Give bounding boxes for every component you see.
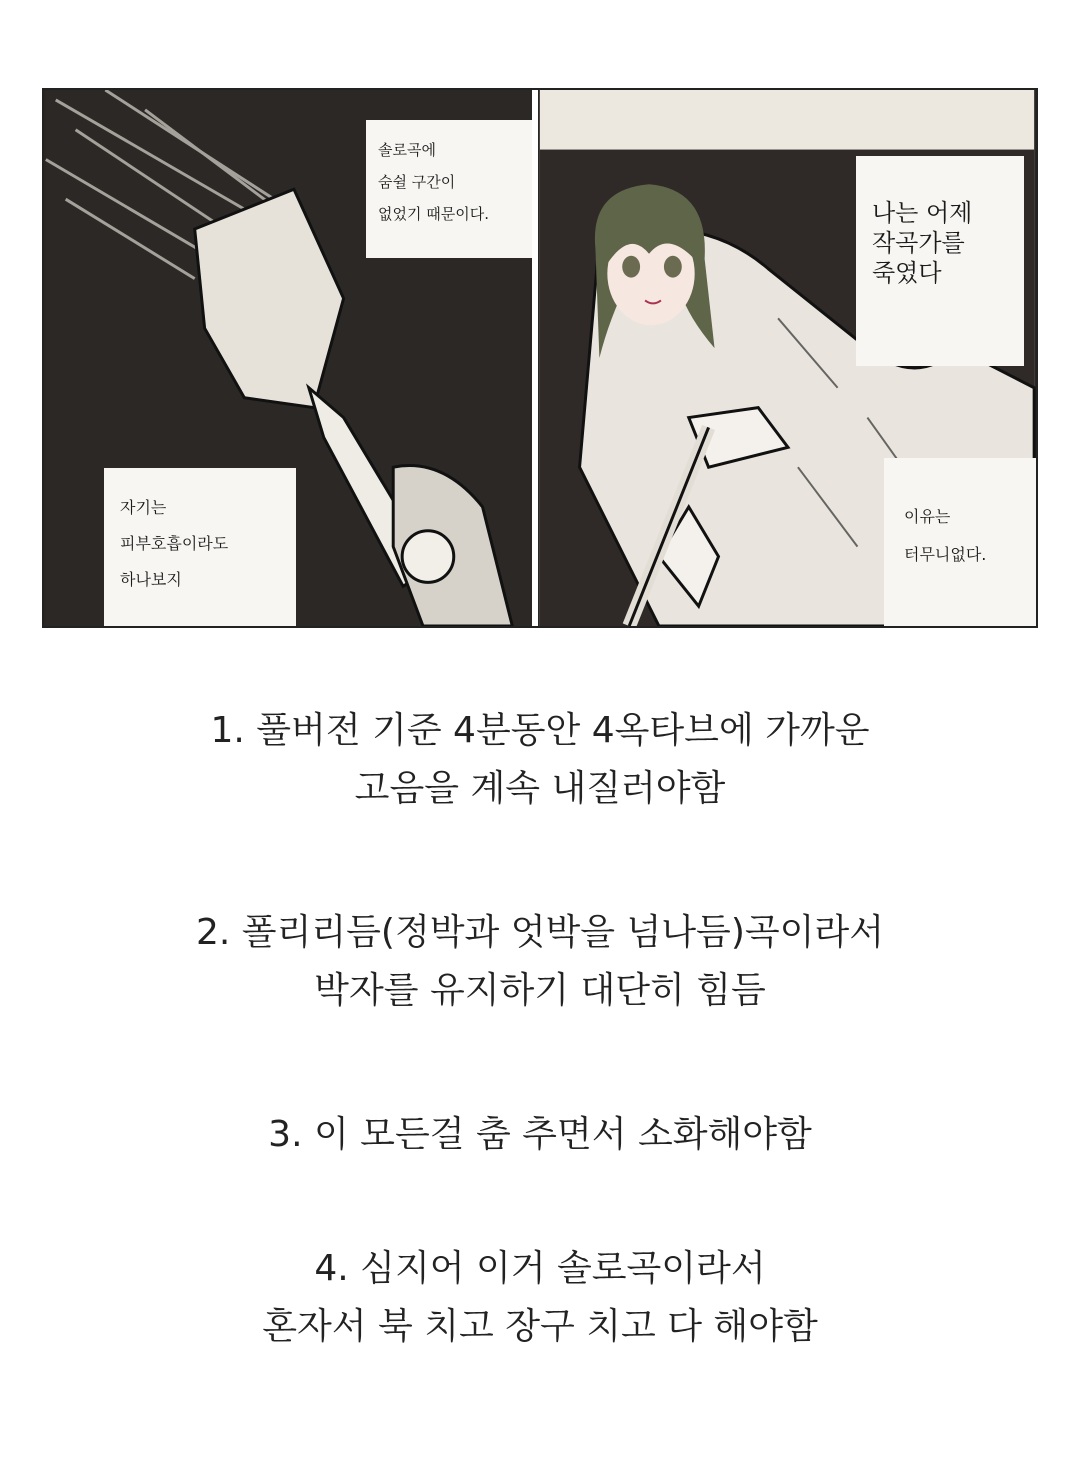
caption-skin-breathing: 자기는 피부호흡이라도 하나보지 — [104, 468, 296, 626]
reason-item-3 — [0, 1106, 1080, 1164]
reason-item-2 — [0, 904, 1080, 1020]
reason-2-line-1: 2. 폴리리듬(정박과 엇박을 넘나듬)곡이라서 — [196, 912, 884, 953]
reason-1-line-2: 고음을 계속 내질러야함 — [354, 768, 726, 809]
reason-4-line-2: 혼자서 북 치고 장구 치고 다 해야함 — [262, 1306, 818, 1347]
reason-item-1 — [0, 702, 1080, 818]
reason-4-line-1: 4. 심지어 이거 솔로곡이라서 — [314, 1248, 766, 1289]
manga-panel-shovel — [44, 90, 532, 626]
manga-meme-image — [42, 88, 1038, 628]
reason-2-line-2: 박자를 유지하기 대단히 힘듬 — [314, 970, 766, 1011]
reason-item-4 — [0, 1240, 1080, 1356]
reason-3-line-1: 3. 이 모든걸 춤 추면서 소화해야함 — [268, 1114, 812, 1155]
caption-no-breath: 솔로곡에 숨쉴 구간이 없었기 때문이다. — [366, 120, 532, 258]
caption-killed-composer: 나는 어제 작곡가를 죽였다 — [856, 156, 1024, 366]
reason-1-line-1: 1. 풀버전 기준 4분동안 4옥타브에 가까운 — [210, 710, 870, 751]
caption-absurd-reason: 이유는 터무니없다. — [884, 458, 1036, 626]
manga-panel-digging — [538, 90, 1036, 626]
